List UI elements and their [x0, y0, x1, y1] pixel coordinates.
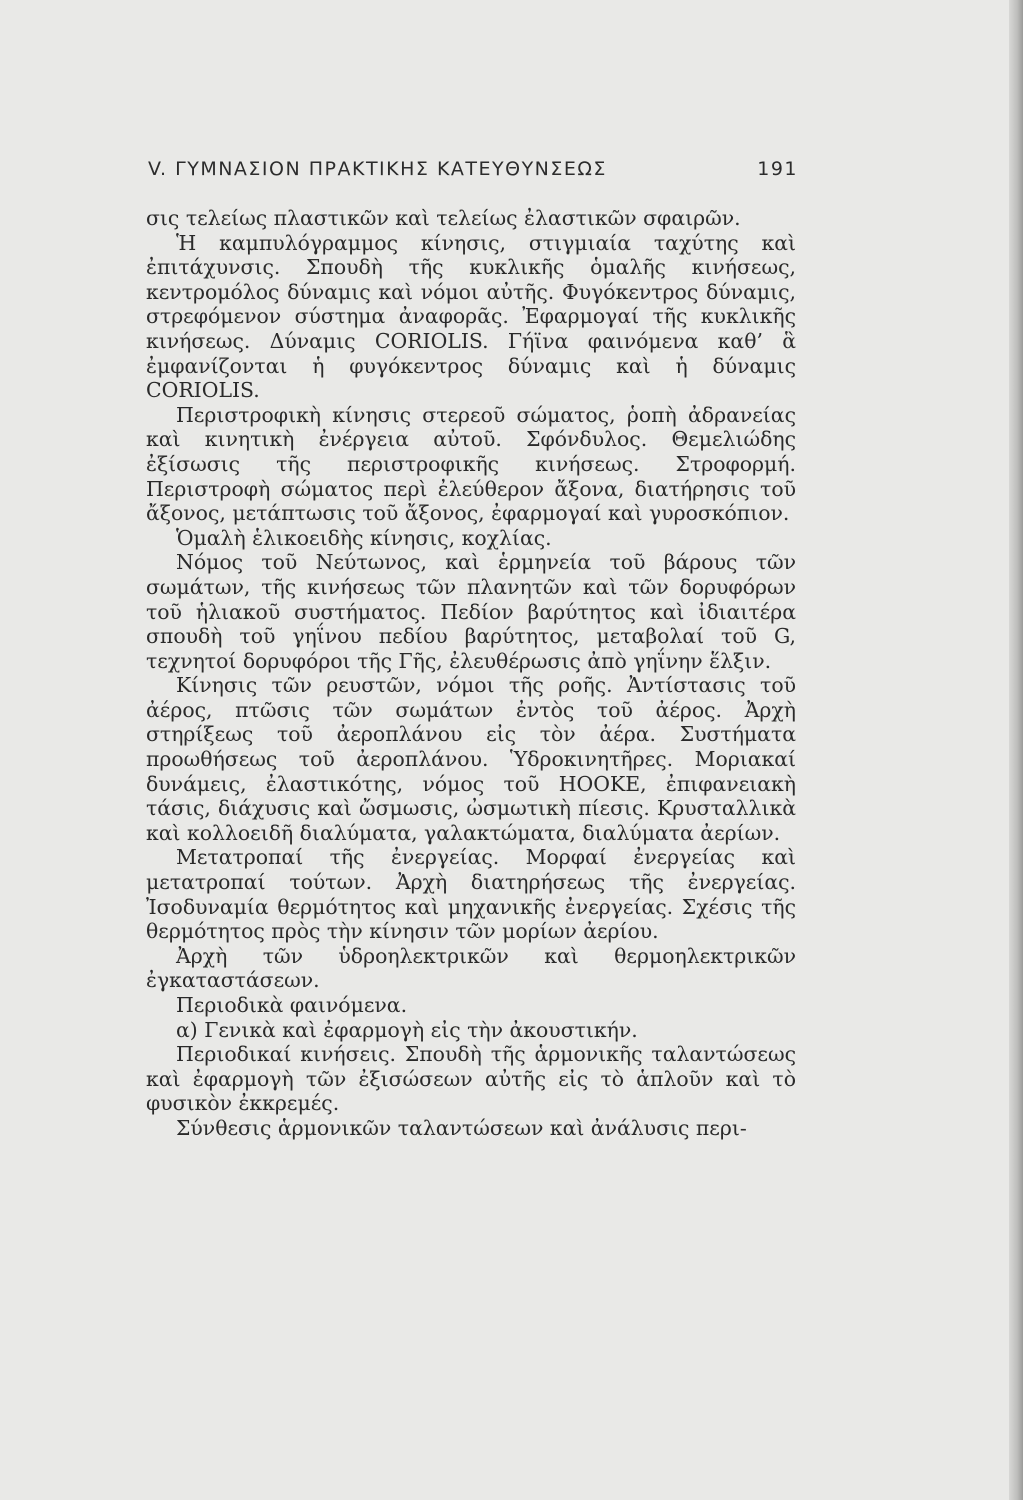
- body-text: [146, 206, 796, 1141]
- paragraph: σις τελείως πλαστικῶν καὶ τελείως ἐλαστικῶν σφαιρῶν.: [146, 206, 741, 230]
- paragraph: Σύνθεσις ἁρμονικῶν ταλαντώσεων καὶ ἀνάλυσις περι-: [176, 1115, 747, 1140]
- paragraph: Ἡ καμπυλόγραμμος κίνησις, στιγμιαία ταχύτης καὶ ἐπιτάχυνσις. Σπουδὴ τῆς κυκλικῆς ὁμαλῆς κινήσεως, κεντρομόλος δύναμις καὶ νόμοι αὐτῆς. Φυγόκεντρος δύναμις, στρεφόμενον σύστημα ἀναφορᾶς. Ἐφαρμογαί τῆς κυκλικῆς κινήσεως. Δύναμις CORIOLIS. Γήϊνα φαινόμενα καθ’ ἃ ἐμφανίζονται ἡ φυγόκεντρος δύναμις καὶ ἡ δύναμις CORIOLIS.: [146, 230, 796, 403]
- paragraph: Περιστροφικὴ κίνησις στερεοῦ σώματος, ῥοπὴ ἀδρανείας καὶ κινητικὴ ἐνέργεια αὐτοῦ. Σφόνδυλος. Θεμελιώδης ἐξίσωσις τῆς περιστροφικῆς κινήσεως. Στροφορμή. Περιστροφὴ σώματος περὶ ἐλεύθερον ἄξονα, διατήρησις τοῦ ἄξονος, μετάπτωσις τοῦ ἄξονος, ἐφαρμογαί καὶ γυροσκόπιον.: [146, 402, 796, 526]
- paragraph: Περιοδικὰ φαινόμενα.: [176, 993, 408, 1017]
- paragraph: Περιοδικαί κινήσεις. Σπουδὴ τῆς ἁρμονικῆς ταλαντώσεως καὶ ἐφαρμογὴ τῶν ἐξισώσεων αὐτῆς εἰς τὸ ἁπλοῦν καὶ τὸ φυσικὸν ἐκκρεμές.: [146, 1042, 796, 1116]
- page-edge: [1009, 0, 1023, 1500]
- page-number: 191: [757, 158, 798, 180]
- paragraph: Μετατροπαί τῆς ἐνεργείας. Μορφαί ἐνεργείας καὶ μετατροπαί τούτων. Ἀρχὴ διατηρήσεως τῆς ἐνεργείας. Ἰσοδυναμία θερμότητος καὶ μηχανικῆς ἐνεργείας. Σχέσις τῆς θερμότητος πρὸς τὴν κίνησιν τῶν μορίων ἀερίου.: [146, 845, 796, 944]
- paragraph: Ὁμαλὴ ἑλικοειδὴς κίνησις, κοχλίας.: [176, 525, 552, 550]
- paragraph: Ἀρχὴ τῶν ὑδροηλεκτρικῶν καὶ θερμοηλεκτρικῶν ἐγκαταστάσεων.: [146, 943, 796, 993]
- paragraph: α) Γενικὰ καὶ ἐφαρμογὴ εἰς τὴν ἀκουστικήν.: [176, 1017, 638, 1042]
- running-header: [148, 158, 798, 180]
- paragraph: Κίνησις τῶν ρευστῶν, νόμοι τῆς ροῆς. Ἀντίστασις τοῦ ἀέρος, πτῶσις τῶν σωμάτων ἐντὸς τοῦ ἀέρος. Ἀρχὴ στηρίξεως τοῦ ἀεροπλάνου εἰς τὸν ἀέρα. Συστήματα προωθήσεως τοῦ ἀεροπλάνου. Ὑδροκινητῆρες. Μοριακαί δυνάμεις, ἐλαστικότης, νόμος τοῦ HOOKE, ἐπιφανειακὴ τάσις, διάχυσις καὶ ὤσμωσις, ὠσμωτικὴ πίεσις. Κρυσταλλικὰ καὶ κολλοειδῆ διαλύματα, γαλακτώματα, διαλύματα ἀερίων.: [146, 673, 796, 845]
- header-title: V. ΓΥΜΝΑΣΙΟΝ ΠΡΑΚΤΙΚΗΣ ΚΑΤΕΥΘΥΝΣΕΩΣ: [148, 158, 607, 180]
- paragraph: Νόμος τοῦ Νεύτωνος, καὶ ἑρμηνεία τοῦ βάρους τῶν σωμάτων, τῆς κινήσεως τῶν πλανητῶν καὶ τῶν δορυφόρων τοῦ ἡλιακοῦ συστήματος. Πεδίον βαρύτητος καὶ ἰδιαιτέρα σπουδὴ τοῦ γηΐνου πεδίου βαρύτητος, μεταβολαί τοῦ G, τεχνητοί δορυφόροι τῆς Γῆς, ἐλευθέρωσις ἀπὸ γηΐνην ἕλξιν.: [146, 550, 796, 673]
